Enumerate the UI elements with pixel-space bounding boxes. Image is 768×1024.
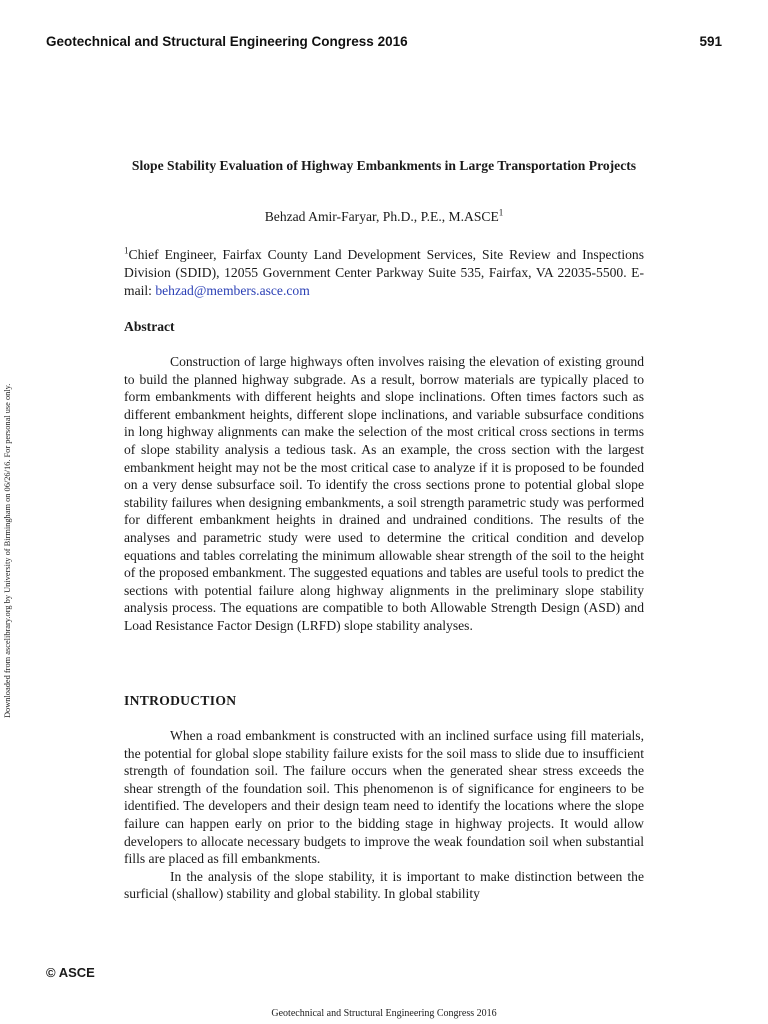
page-number: 591 <box>699 34 722 49</box>
download-notice: Downloaded from ascelibrary.org by University of Birmingham on 06/26/16. For personal use only. <box>3 383 12 718</box>
abstract-text: Construction of large highways often involves raising the elevation of existing ground to build the planned highway subgrade. As a result, borrow materials are typically placed to form embankments with different heights and slope inclinations. Often times factors such as different embankment heights, different slope inclinations, and variable subsurface conditions in long highway alignments can make the selection of the most critical cross sections in terms of slope stability analysis a tedious task. As an example, the cross section with the largest embankment height may not be the most critical case to analyze if it is proposed to be founded on a very dense subsurface soil. To identify the cross sections prone to potential global slope stability failures when designing embankments, a soil strength parametric study was performed for different embankment heights in drained and undrained conditions. The results of the analyses and parametric study were used to determine the critical condition and develop equations and tables correlating the minimum allowable shear strength of the soil to the height of the proposed embankment. The suggested equations and tables are useful tools to predict the sections with potential failure along highway alignments in the preliminary slope stability analysis process. The equations are compatible to both Allowable Strength Design (ASD) and Load Resistance Factor Design (LRFD) slope stability analyses. <box>124 354 644 633</box>
affiliation-text: Chief Engineer, Fairfax County Land Development Services, Site Review and Inspections Division (SDID), 12055 Government Center Parkway Suite 535, Fairfax, VA 22035-5500. E-mail: <box>124 247 644 298</box>
affiliation-superscript: 1 <box>124 245 129 256</box>
introduction-paragraph-1: When a road embankment is constructed with an inclined surface using fill materials, the potential for global slope stability failure exists for the soil mass to slide due to insufficient strength of foundation soil. The failure occurs when the generated shear stress exceeds the shear strength of the foundation soil. This phenomenon is of significance for engineers to be identified. The developers and their design team need to identify the locations where the slope failure can happen early on prior to the bidding stage in highway projects. It would allow developers to allocate necessary budgets to improve the weak foundation soil when substantial fills are placed as fill embankments. <box>124 728 644 867</box>
author-superscript: 1 <box>498 207 504 218</box>
abstract-heading: Abstract <box>124 319 175 334</box>
introduction-paragraph-2: In the analysis of the slope stability, it is important to make distinction between the surficial (shallow) stability and global stability. In global stability <box>124 868 644 902</box>
author-name: Behzad Amir-Faryar, Ph.D., P.E., M.ASCE <box>264 209 499 224</box>
introduction-heading: INTRODUCTION <box>124 693 237 708</box>
paper-title: Slope Stability Evaluation of Highway Embankments in Large Transportation Projects <box>131 158 637 173</box>
affiliation <box>124 246 644 300</box>
author-line <box>124 209 644 225</box>
email-link[interactable]: behzad@members.asce.com <box>155 283 310 298</box>
introduction-body <box>124 727 644 903</box>
running-header: Geotechnical and Structural Engineering Congress 2016 <box>46 34 408 49</box>
page-footer: Geotechnical and Structural Engineering Congress 2016 <box>271 1008 497 1019</box>
copyright-notice: © ASCE <box>46 965 95 980</box>
